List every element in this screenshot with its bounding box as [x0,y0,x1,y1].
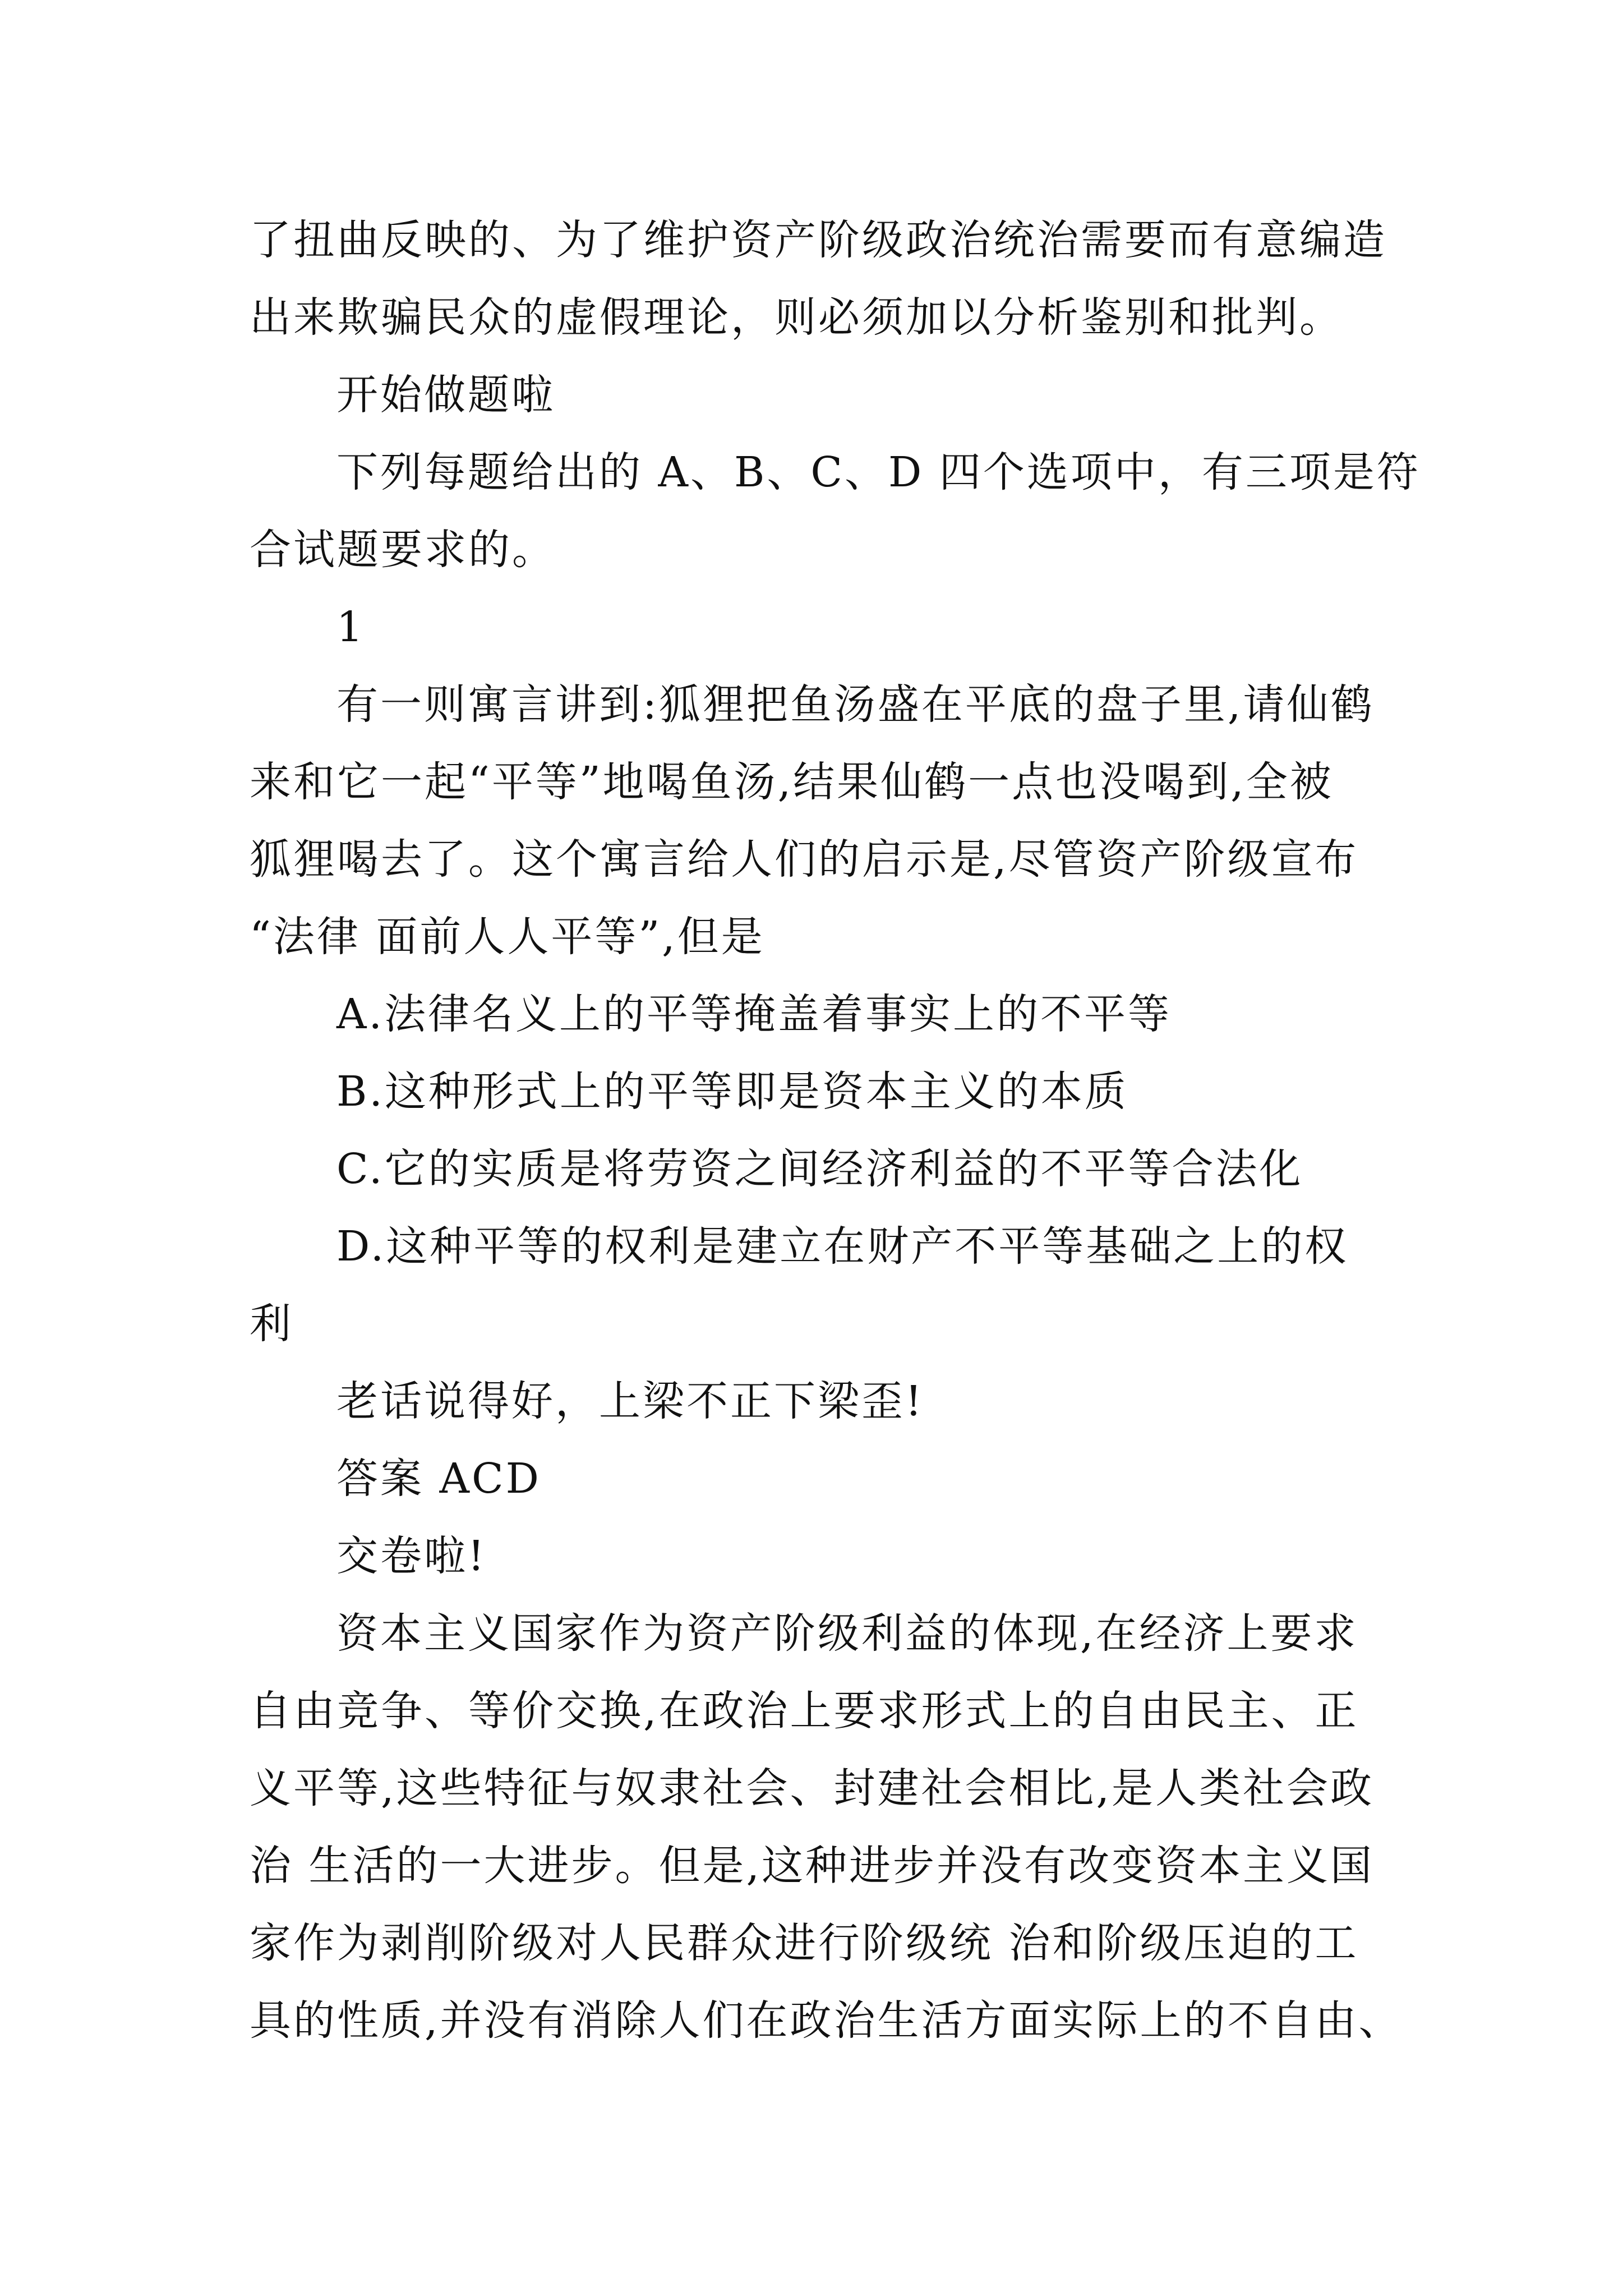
explanation-line: 资本主义国家作为资产阶级利益的体现,在经济上要求 [336,1609,1358,1658]
explanation-line: 家作为剥削阶级对人民群众进行阶级统 治和阶级压迫的工 [250,1919,1359,1967]
option-c: C.它的实质是将劳资之间经济利益的不平等合法化 [336,1145,1303,1193]
instruction-line: 下列每题给出的 A、B、C、D 四个选项中，有三项是符 [336,448,1421,496]
question-line: “法律 面前人人平等”,但是 [250,913,765,961]
text-line: 出来欺骗民众的虚假理论，则必须加以分析鉴别和批判。 [250,293,1343,342]
option-b: B.这种形式上的平等即是资本主义的本质 [336,1068,1128,1116]
question-line: 有一则寓言讲到:狐狸把鱼汤盛在平底的盘子里,请仙鹤 [336,680,1375,729]
option-a: A.法律名义上的平等掩盖着事实上的不平等 [336,990,1172,1038]
option-d: D.这种平等的权利是建立在财产不平等基础之上的权 [336,1222,1349,1271]
question-line: 狐狸喝去了。这个寓言给人们的启示是,尽管资产阶级宣布 [250,835,1359,884]
explanation-line: 具的性质,并没有消除人们在政治生活方面实际上的不自由、 [250,1996,1403,2045]
submit-line: 交卷啦! [336,1532,487,1580]
text-line: 了扭曲反映的、为了维护资产阶级政治统治需要而有意编造 [250,216,1387,264]
section-heading: 开始做题啦 [336,371,555,419]
question-line: 来和它一起“平等”地喝鱼汤,结果仙鹤一点也没喝到,全被 [250,758,1334,806]
instruction-line: 合试题要求的。 [250,526,556,574]
explanation-line: 义平等,这些特征与奴隶社会、封建社会相比,是人类社会政 [250,1764,1375,1812]
explanation-line: 自由竞争、等价交换,在政治上要求形式上的自由民主、正 [250,1687,1359,1735]
saying-line: 老话说得好，上梁不正下梁歪! [336,1377,924,1425]
question-number: 1 [336,603,366,651]
answer-line: 答案 ACD [336,1455,541,1503]
explanation-line: 治 生活的一大进步。但是,这种进步并没有改变资本主义国 [250,1842,1375,1890]
option-d-continuation: 利 [250,1300,293,1348]
